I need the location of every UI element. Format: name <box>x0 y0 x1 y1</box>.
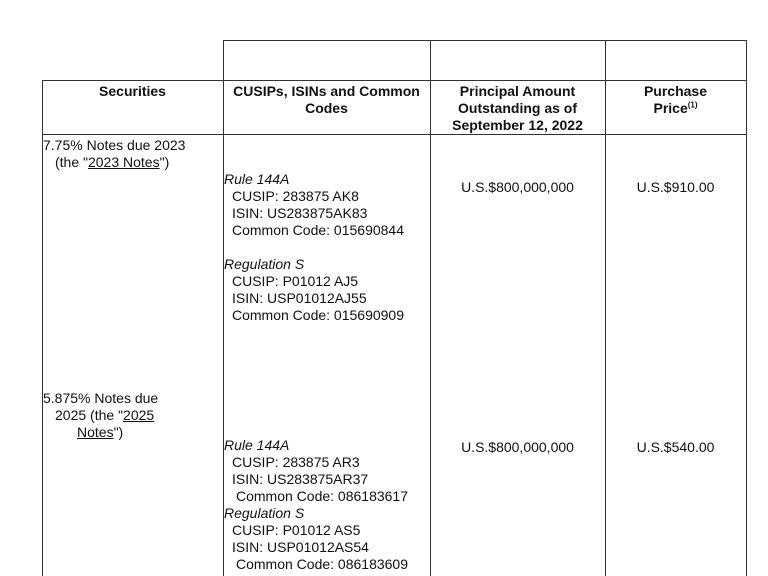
row-1-security: 7.75% Notes due 2023 (the "2023 Notes") <box>43 137 186 170</box>
row-2-codes: Rule 144A CUSIP: 283875 AR3 ISIN: US283875AR37 Common Code: 086183617 Regulation S CUSIP: P01012 AS5 ISIN: USP01012AS54 Common Code: 086183609 <box>224 437 409 572</box>
defined-term-2023-notes: 2023 Notes <box>87 154 160 170</box>
column-divider-3 <box>605 40 606 576</box>
row-2-principal: U.S.$800,000,000 <box>461 439 574 455</box>
row-1-codes: Rule 144A CUSIP: 283875 AK8 ISIN: US283875AK83 Common Code: 015690844 Regulation S CUSIP: P01012 AJ5 ISIN: USP01012AJ55 Common Code: 015690909 <box>224 171 405 323</box>
defined-term-2025: 2025 <box>123 407 155 423</box>
table-top-border <box>223 40 746 41</box>
header-principal-amount: Principal Amount Outstanding as of September 12, 2022 <box>452 83 583 133</box>
row-1-price: U.S.$910.00 <box>636 179 715 195</box>
row-2-price: U.S.$540.00 <box>636 439 715 455</box>
row-1-principal: U.S.$800,000,000 <box>461 179 574 195</box>
header-purchase-price: Purchase Price$^{(1)}$ <box>643 83 708 116</box>
defined-term-notes: Notes <box>77 424 114 440</box>
footnote-marker: (1) <box>687 100 698 110</box>
header-cusips: CUSIPs, ISINs and Common Codes <box>233 83 420 116</box>
header-securities: Securities <box>99 83 166 99</box>
header-top-border <box>42 80 746 81</box>
header-bottom-border <box>42 134 746 135</box>
row-2-security: 5.875% Notes due 2025 (the "2025 Notes") <box>43 390 159 440</box>
table-right-border <box>746 40 747 576</box>
